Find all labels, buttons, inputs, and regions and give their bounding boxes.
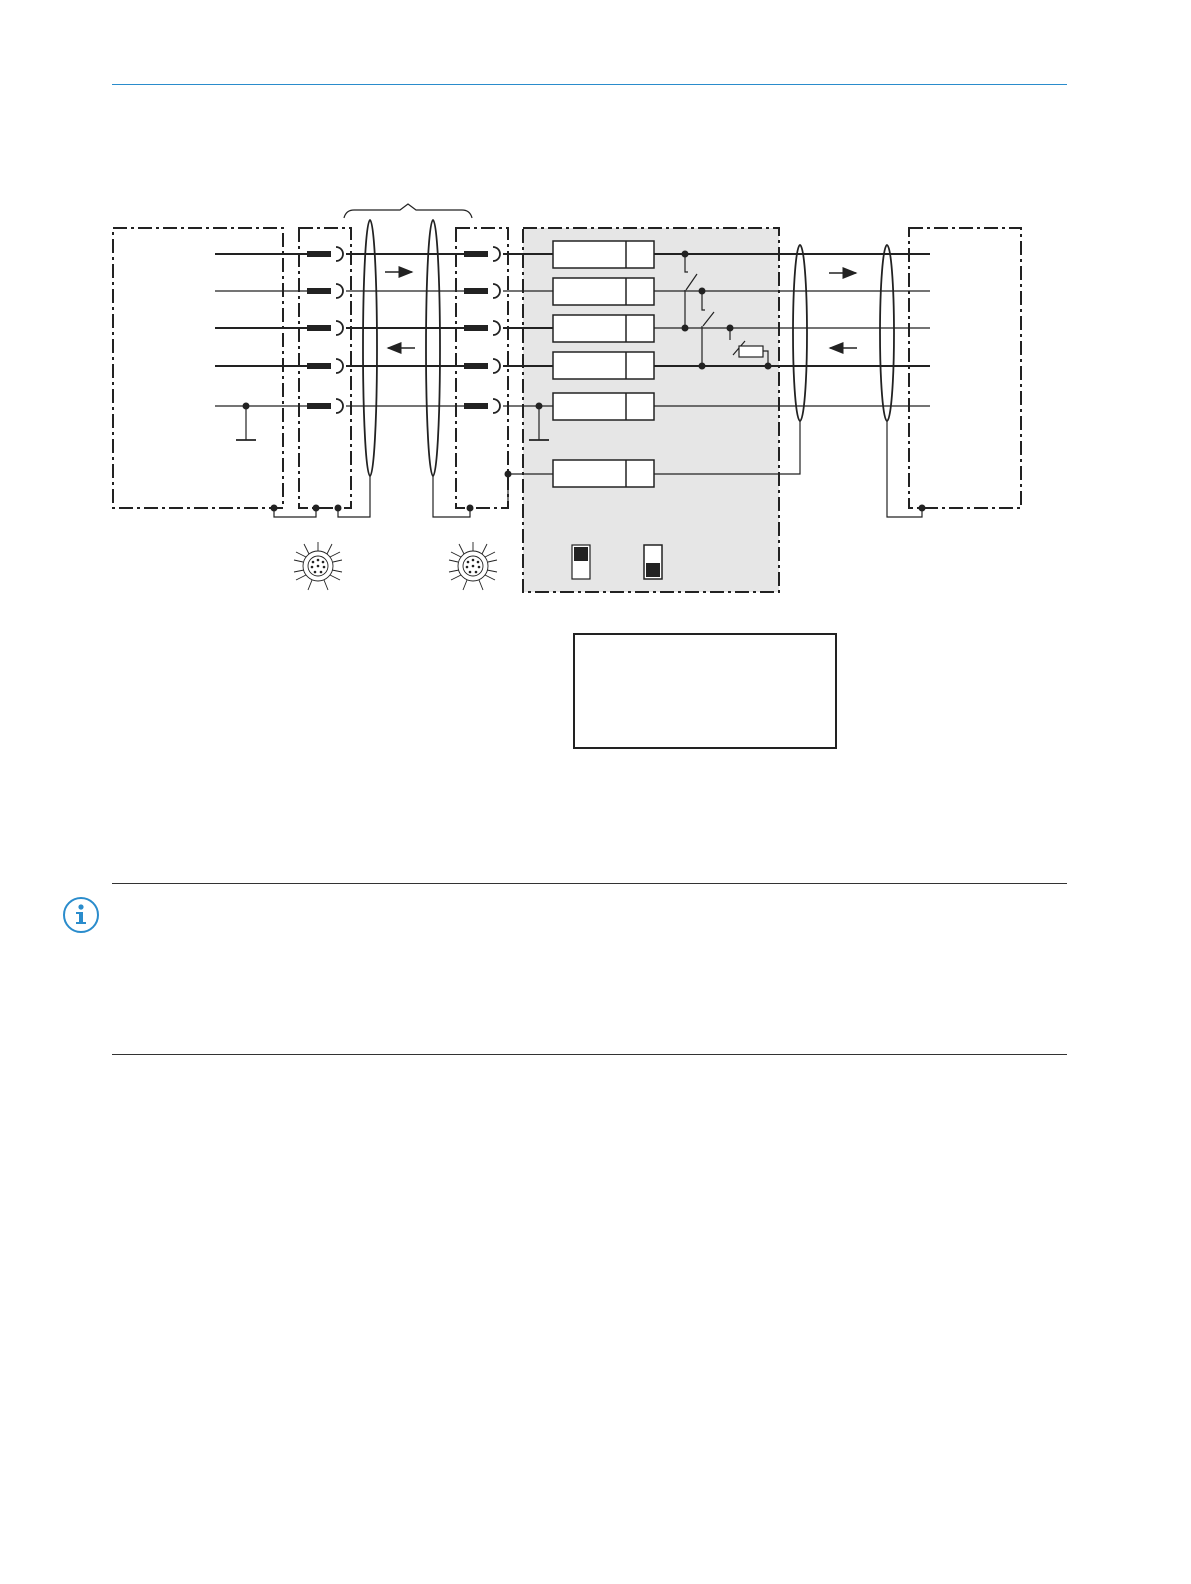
- note-bottom-rule: [112, 1054, 1067, 1055]
- dip-switch-down: [644, 545, 662, 579]
- left-device-frame: [113, 228, 283, 508]
- m12-connector-icon: [449, 542, 497, 590]
- right-device-frame: [909, 228, 1021, 508]
- cable-bracket: [344, 204, 472, 218]
- middle-connector-pins: [464, 247, 500, 413]
- dip-switch-up: [572, 545, 590, 579]
- info-icon: [62, 896, 100, 934]
- note-top-rule: [112, 883, 1067, 884]
- legend-box: [574, 634, 836, 748]
- m12-connector-icon: [294, 542, 342, 590]
- left-connector-pins: [307, 247, 343, 413]
